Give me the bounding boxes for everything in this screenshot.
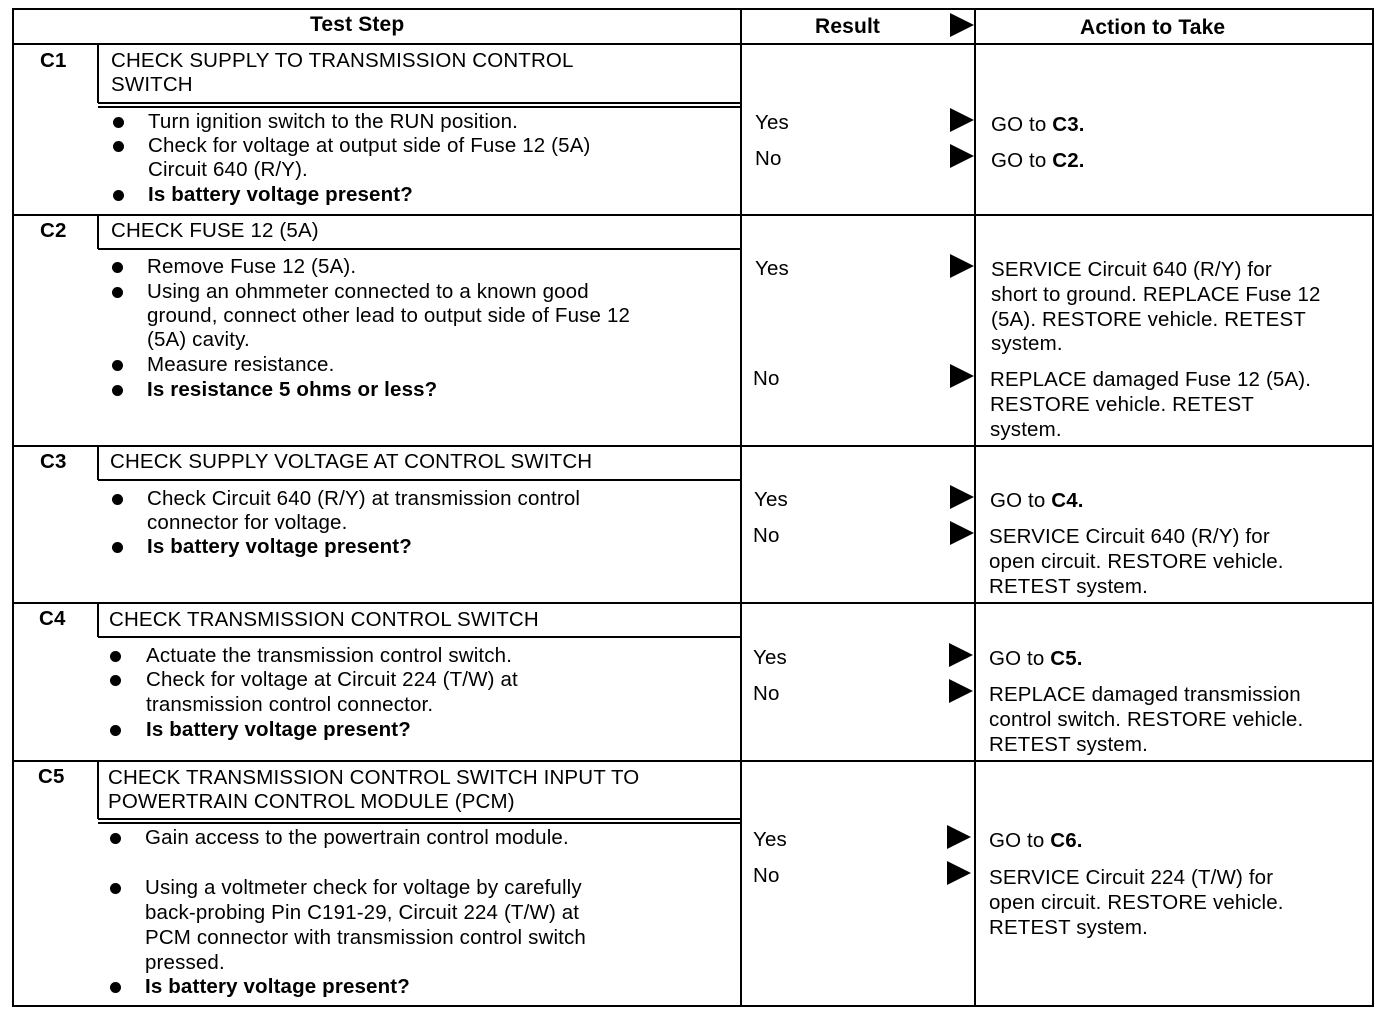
action-text: SERVICE Circuit 640 (R/Y) for xyxy=(989,525,1270,548)
result-no: No xyxy=(755,147,782,170)
action-text: GO to C5. xyxy=(989,647,1083,670)
bullet-icon xyxy=(110,833,121,844)
header-test-step: Test Step xyxy=(310,13,405,36)
bullet-question: Is battery voltage present? xyxy=(145,975,410,998)
action-text: RETEST system. xyxy=(989,575,1148,598)
action-ref: C3. xyxy=(1052,113,1085,136)
bullet-icon xyxy=(113,117,124,128)
bullet-text: Actuate the transmission control switch. xyxy=(146,644,513,667)
bullet-icon xyxy=(112,385,123,396)
action-ref: C5. xyxy=(1050,647,1083,670)
arrow-icon xyxy=(947,861,971,885)
action-text: RETEST system. xyxy=(989,916,1148,939)
step-title: POWERTRAIN CONTROL MODULE (PCM) xyxy=(108,790,515,813)
action-text: short to ground. REPLACE Fuse 12 xyxy=(991,283,1321,306)
bullet-icon xyxy=(113,141,124,152)
step-title: CHECK TRANSMISSION CONTROL SWITCH INPUT TO xyxy=(108,766,640,789)
action-text: RETEST system. xyxy=(989,733,1148,756)
bullet-text: connector for voltage. xyxy=(147,511,348,534)
action-text: GO to C2. xyxy=(991,149,1085,172)
bullet-icon xyxy=(113,190,124,201)
action-text: system. xyxy=(990,418,1062,441)
arrow-icon xyxy=(950,364,974,388)
result-yes: Yes xyxy=(753,828,787,851)
header-arrow-icon xyxy=(950,13,974,37)
step-code: C2 xyxy=(40,219,67,242)
arrow-icon xyxy=(949,643,973,667)
action-text: open circuit. RESTORE vehicle. xyxy=(989,891,1284,914)
action-text: GO to C4. xyxy=(990,489,1084,512)
arrow-icon xyxy=(947,825,971,849)
result-yes: Yes xyxy=(755,257,789,280)
bullet-icon xyxy=(112,542,123,553)
bullet-icon xyxy=(110,675,121,686)
bullet-text: PCM connector with transmission control switch xyxy=(145,926,586,949)
action-ref: C2. xyxy=(1052,149,1085,172)
arrow-icon xyxy=(950,485,974,509)
bullet-text: Using a voltmeter check for voltage by carefully xyxy=(145,876,582,899)
step-title: CHECK SUPPLY TO TRANSMISSION CONTROL xyxy=(111,49,574,72)
bullet-text: (5A) cavity. xyxy=(147,328,250,351)
arrow-icon xyxy=(949,679,973,703)
action-ref: C4. xyxy=(1051,489,1084,512)
action-text: (5A). RESTORE vehicle. RETEST xyxy=(991,308,1306,331)
arrow-icon xyxy=(950,254,974,278)
action-text: SERVICE Circuit 224 (T/W) for xyxy=(989,866,1274,889)
bullet-text: Remove Fuse 12 (5A). xyxy=(147,255,357,278)
action-ref: C6. xyxy=(1050,829,1083,852)
action-text: RESTORE vehicle. RETEST xyxy=(990,393,1254,416)
result-no: No xyxy=(753,524,780,547)
bullet-question: Is resistance 5 ohms or less? xyxy=(147,378,438,401)
action-text: REPLACE damaged transmission xyxy=(989,683,1301,706)
bullet-text: transmission control connector. xyxy=(146,693,434,716)
step-title: CHECK FUSE 12 (5A) xyxy=(111,219,319,242)
result-yes: Yes xyxy=(755,111,789,134)
bullet-text: back-probing Pin C191-29, Circuit 224 (T/W) at xyxy=(145,901,580,924)
result-yes: Yes xyxy=(753,646,787,669)
action-text: GO to C3. xyxy=(991,113,1085,136)
action-text: open circuit. RESTORE vehicle. xyxy=(989,550,1284,573)
bullet-text: Measure resistance. xyxy=(147,353,335,376)
bullet-icon xyxy=(110,725,121,736)
bullet-question: Is battery voltage present? xyxy=(146,718,411,741)
step-title: CHECK TRANSMISSION CONTROL SWITCH xyxy=(109,608,539,631)
bullet-text: Check for voltage at Circuit 224 (T/W) at xyxy=(146,668,518,691)
step-code: C5 xyxy=(38,765,65,788)
step-code: C3 xyxy=(40,450,67,473)
step-code: C4 xyxy=(39,607,66,630)
result-yes: Yes xyxy=(754,488,788,511)
header-result: Result xyxy=(815,15,881,38)
bullet-question: Is battery voltage present? xyxy=(147,535,412,558)
bullet-icon xyxy=(110,883,121,894)
arrow-icon xyxy=(950,144,974,168)
action-text: SERVICE Circuit 640 (R/Y) for xyxy=(991,258,1272,281)
step-title: CHECK SUPPLY VOLTAGE AT CONTROL SWITCH xyxy=(110,450,593,473)
bullet-text: Gain access to the powertrain control module. xyxy=(145,826,569,849)
bullet-question: Is battery voltage present? xyxy=(148,183,413,206)
bullet-icon xyxy=(110,651,121,662)
action-text: system. xyxy=(991,332,1063,355)
bullet-icon xyxy=(110,982,121,993)
result-no: No xyxy=(753,367,780,390)
action-text: GO to C6. xyxy=(989,829,1083,852)
bullet-text: Check for voltage at output side of Fuse 12 (5A) xyxy=(148,134,591,157)
result-no: No xyxy=(753,682,780,705)
action-text: REPLACE damaged Fuse 12 (5A). xyxy=(990,368,1312,391)
bullet-text: Circuit 640 (R/Y). xyxy=(148,158,308,181)
arrow-icon xyxy=(950,108,974,132)
step-title: SWITCH xyxy=(111,73,193,96)
result-no: No xyxy=(753,864,780,887)
step-code: C1 xyxy=(40,49,67,72)
header-action: Action to Take xyxy=(1080,16,1226,39)
bullet-icon xyxy=(112,262,123,273)
action-text: control switch. RESTORE vehicle. xyxy=(989,708,1304,731)
bullet-text: ground, connect other lead to output side of Fuse 12 xyxy=(147,304,631,327)
bullet-text: Using an ohmmeter connected to a known good xyxy=(147,280,589,303)
bullet-text: Check Circuit 640 (R/Y) at transmission control xyxy=(147,487,581,510)
bullet-icon xyxy=(112,494,123,505)
bullet-text: pressed. xyxy=(145,951,225,974)
bullet-icon xyxy=(112,360,123,371)
arrow-icon xyxy=(950,521,974,545)
bullet-text: Turn ignition switch to the RUN position. xyxy=(148,110,518,133)
bullet-icon xyxy=(112,287,123,298)
